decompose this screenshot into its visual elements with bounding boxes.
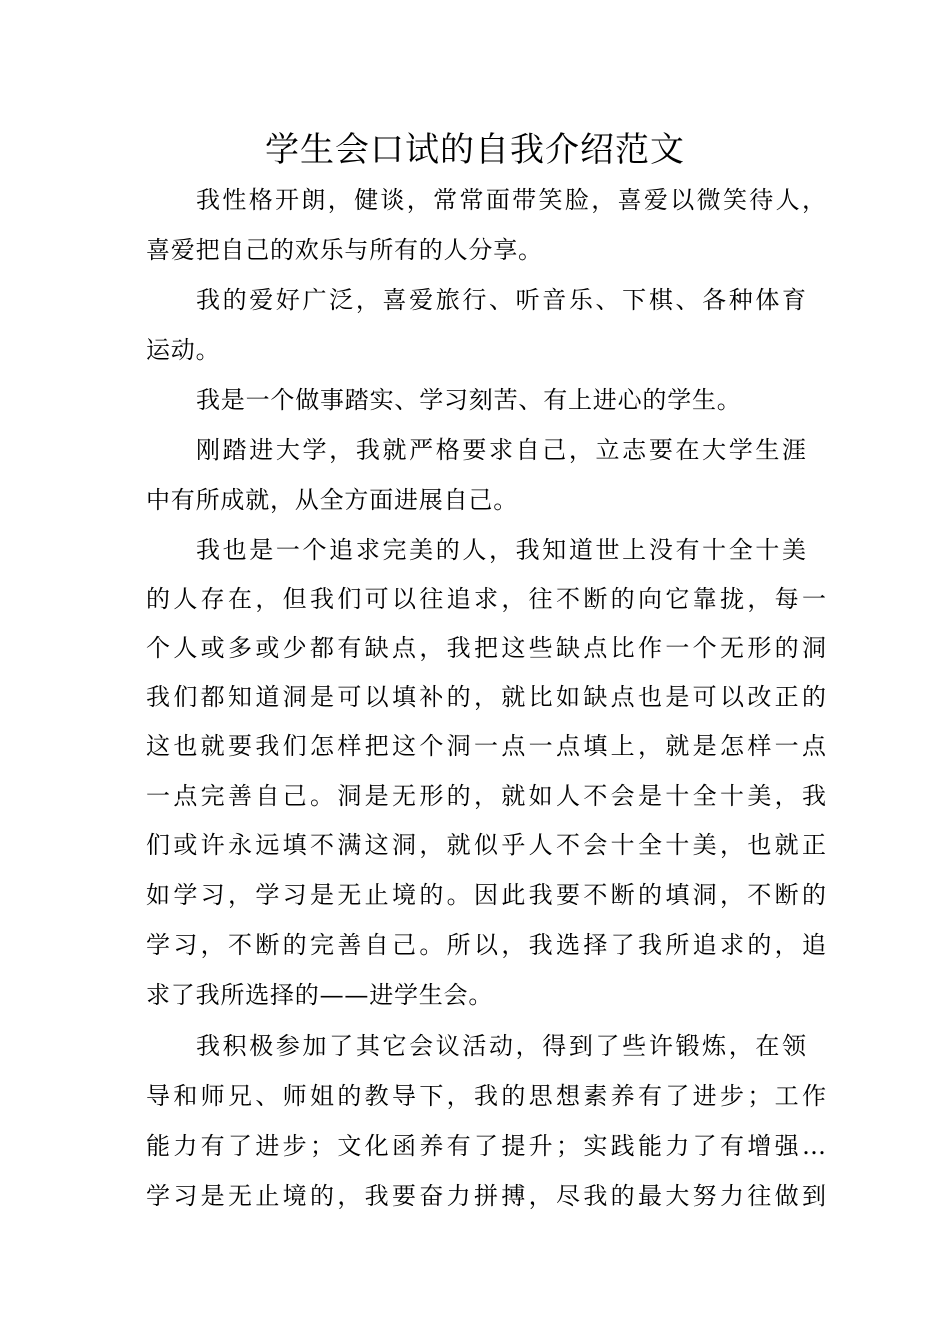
paragraph-line: 运动。 xyxy=(146,336,221,364)
paragraph-line: 我的爱好广泛，喜爱旅行、听音乐、下棋、各种体育 xyxy=(196,286,806,314)
paragraph-line: 我积极参加了其它会议活动，得到了些许锻炼，在领 xyxy=(196,1032,806,1060)
paragraph-line: 求了我所选择的——进学生会。 xyxy=(146,981,494,1009)
paragraph-line: 一点完善自己。洞是无形的，就如人不会是十全十美，我 xyxy=(146,782,826,810)
paragraph-line: 喜爱把自己的欢乐与所有的人分享。 xyxy=(146,236,543,264)
paragraph-line: 我也是一个追求完美的人，我知道世上没有十全十美 xyxy=(196,536,806,564)
paragraph-line: 学习是无止境的，我要奋力拼搏，尽我的最大努力往做到 xyxy=(146,1182,826,1210)
paragraph-line: 我性格开朗，健谈，常常面带笑脸，喜爱以微笑待人， xyxy=(196,186,826,214)
paragraph-line: 我们都知道洞是可以填补的，就比如缺点也是可以改正的 xyxy=(146,683,826,711)
paragraph-line: 个人或多或少都有缺点，我把这些缺点比作一个无形的洞 xyxy=(146,634,826,662)
paragraph-line: 能力有了进步；文化函养有了提升；实践能力了有增强… xyxy=(146,1132,826,1160)
paragraph-line: 们或许永远填不满这洞，就似乎人不会十全十美，也就正 xyxy=(146,831,826,859)
paragraph-line: 中有所成就，从全方面进展自己。 xyxy=(146,486,518,514)
paragraph-line: 学习，不断的完善自己。所以，我选择了我所追求的，追 xyxy=(146,931,826,959)
paragraph-line: 如学习，学习是无止境的。因此我要不断的填洞，不断的 xyxy=(146,881,826,909)
document-title: 学生会口试的自我介绍范文 xyxy=(265,130,685,170)
paragraph-line: 的人存在，但我们可以往追求，往不断的向它靠拢，每一 xyxy=(146,585,826,613)
paragraph-line: 我是一个做事踏实、学习刻苦、有上进心的学生。 xyxy=(196,386,742,414)
paragraph-line: 这也就要我们怎样把这个洞一点一点填上，就是怎样一点 xyxy=(146,732,826,760)
paragraph-line: 刚踏进大学，我就严格要求自己，立志要在大学生涯 xyxy=(196,436,806,464)
paragraph-line: 导和师兄、师姐的教导下，我的思想素养有了进步；工作 xyxy=(146,1082,826,1110)
